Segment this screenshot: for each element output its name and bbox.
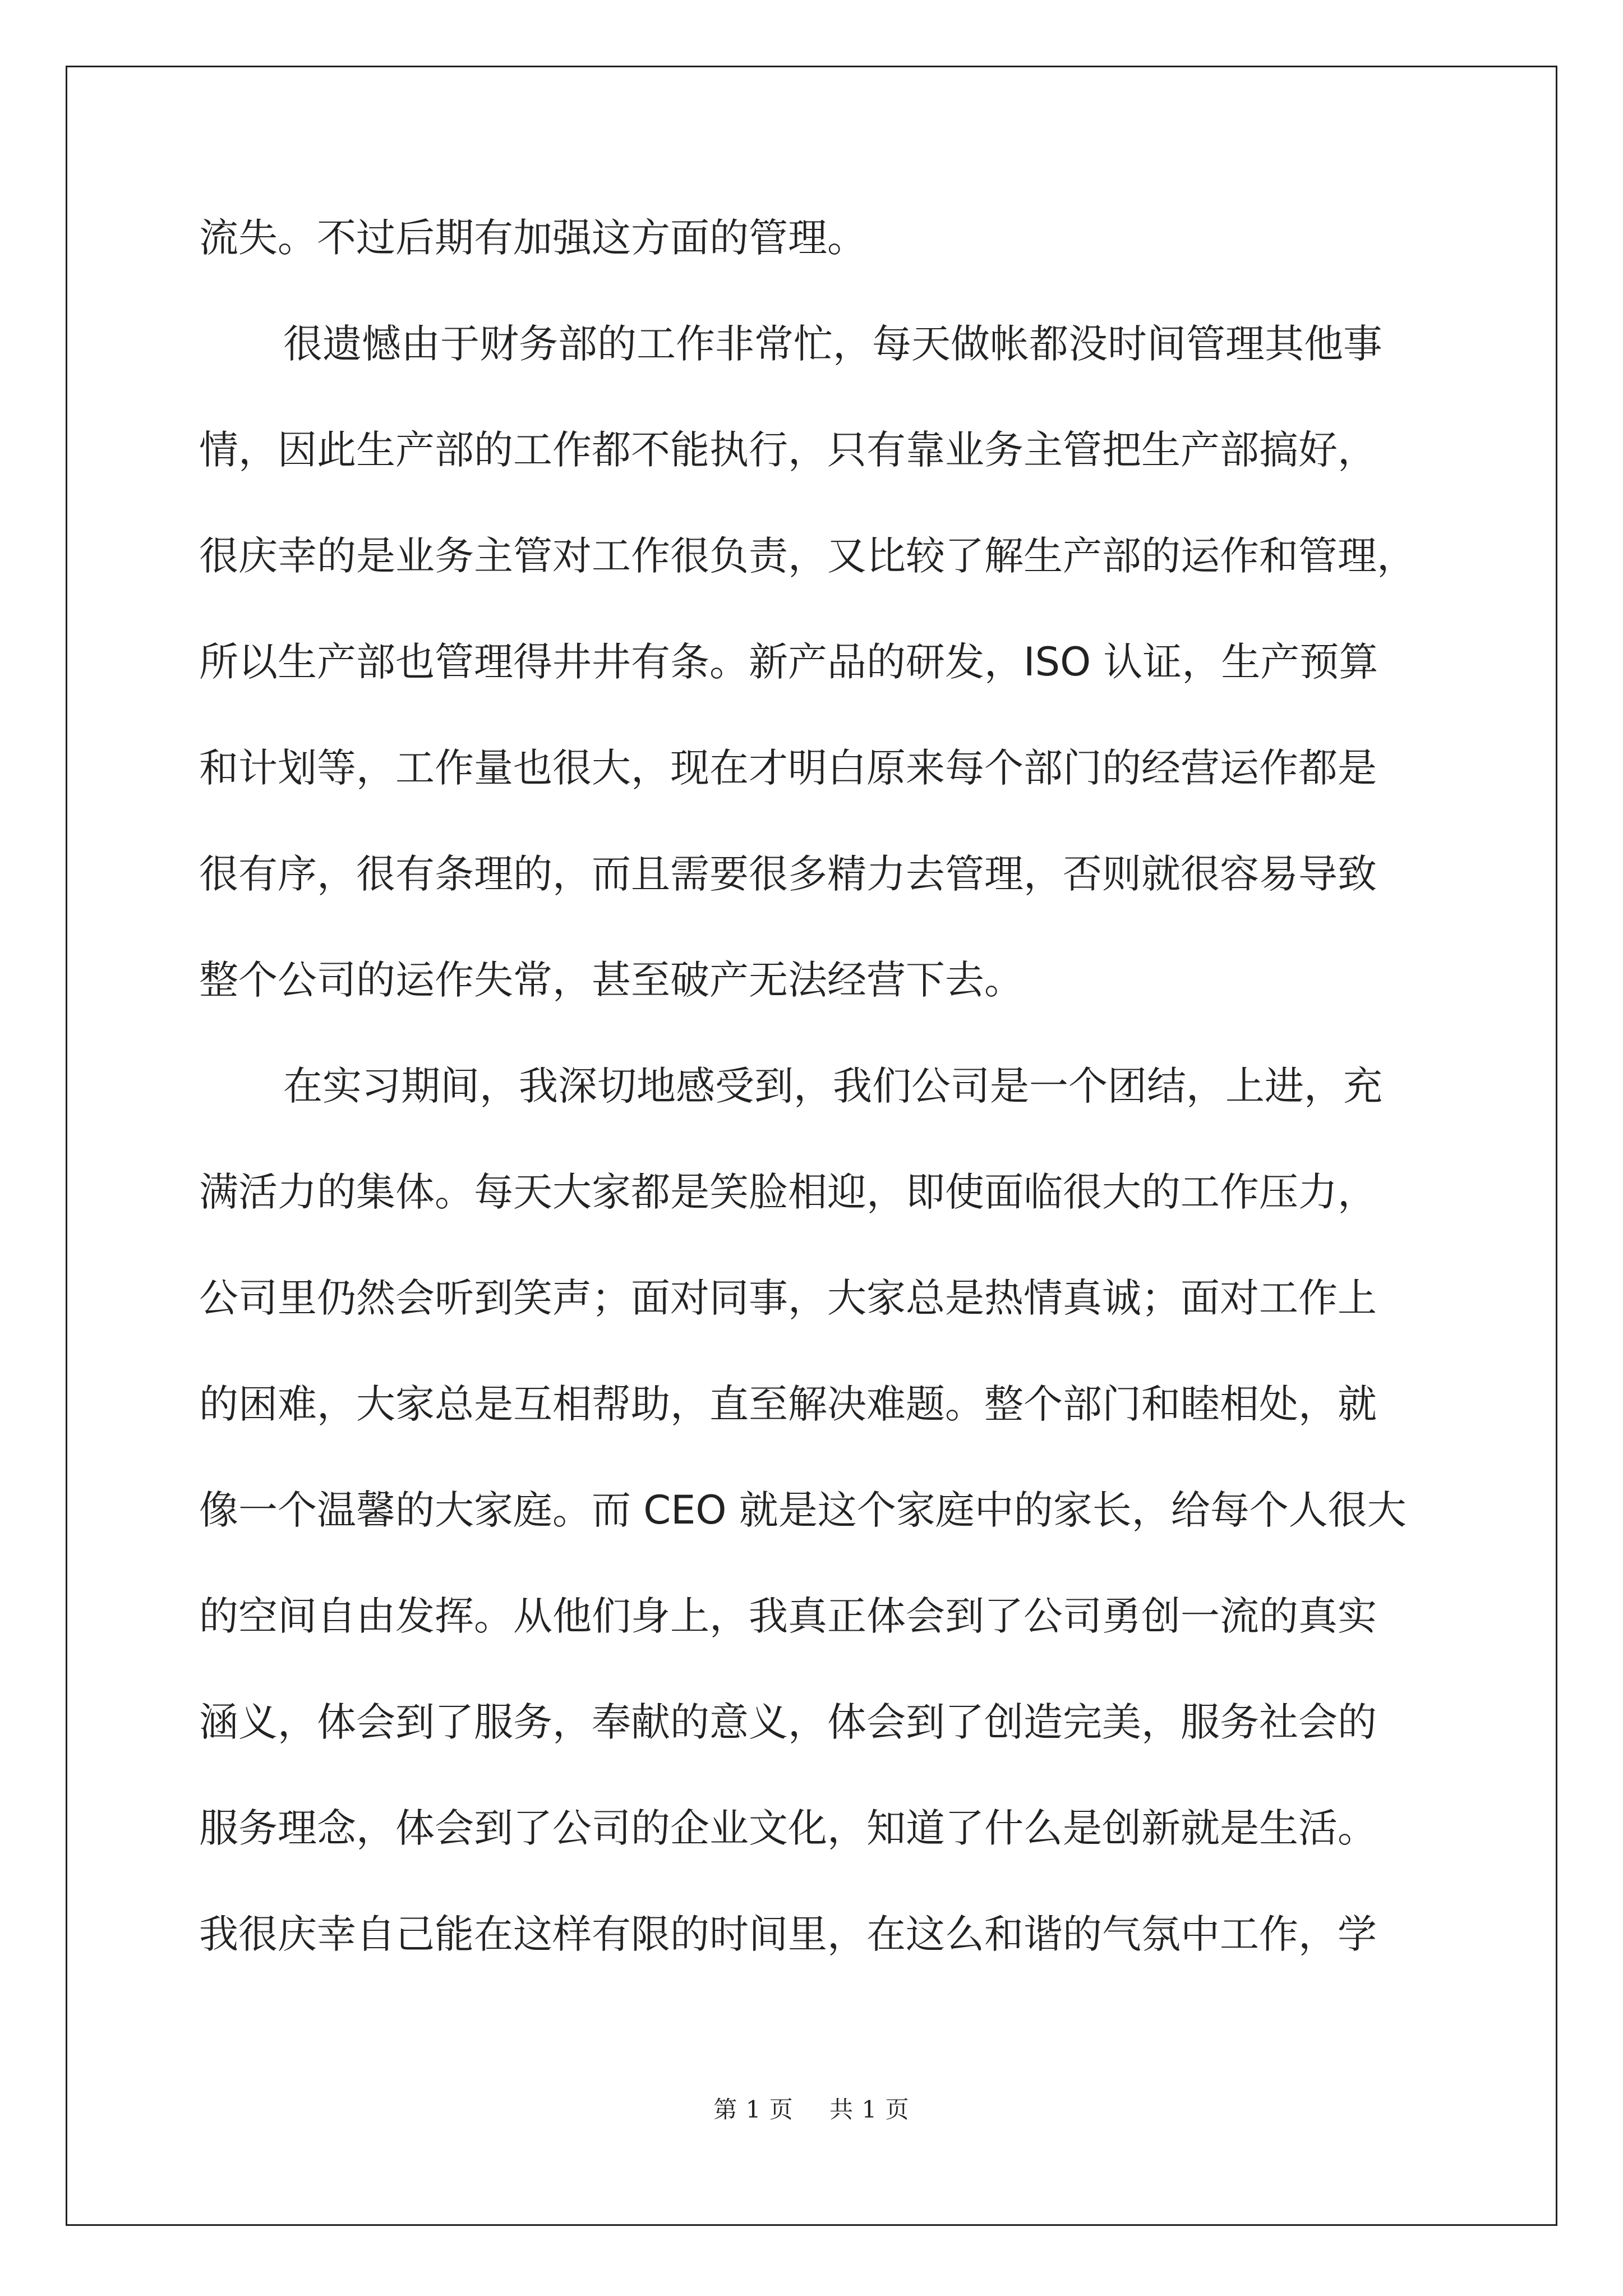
text-line: 我很庆幸自己能在这样有限的时间里，在这么和谐的气氛中工作，学 <box>199 1911 1377 1957</box>
document-body <box>199 185 1483 1987</box>
text-line: 满活力的集体。每天大家都是笑脸相迎，即使面临很大的工作压力， <box>199 1169 1377 1215</box>
text-line: 很有序，很有条理的，而且需要很多精力去管理，否则就很容易导致 <box>199 851 1377 897</box>
text-line: 涵义，体会到了服务，奉献的意义，体会到了创造完美，服务社会的 <box>199 1699 1377 1745</box>
page-number: 第 1 页 <box>713 2096 794 2123</box>
paragraph-start-line: 很遗憾由于财务部的工作非常忙，每天做帐都没时间管理其他事 <box>283 321 1382 367</box>
text-line: 流失。不过后期有加强这方面的管理。 <box>199 215 866 261</box>
text-line: 服务理念，体会到了公司的企业文化，知道了什么是创新就是生活。 <box>199 1805 1377 1851</box>
text-line: 像一个温馨的大家庭。而 CEO 就是这个家庭中的家长，给每个人很大 <box>199 1487 1407 1533</box>
text-line: 公司里仍然会听到笑声；面对同事，大家总是热情真诚；面对工作上 <box>199 1275 1377 1321</box>
paragraph-start-line: 在实习期间，我深切地感受到，我们公司是一个团结，上进，充 <box>283 1063 1382 1109</box>
text-line: 所以生产部也管理得井井有条。新产品的研发，ISO 认证，生产预算 <box>199 639 1378 685</box>
text-line: 很庆幸的是业务主管对工作很负责，又比较了解生产部的运作和管理， <box>199 533 1416 579</box>
text-line: 情，因此生产部的工作都不能执行，只有靠业务主管把生产部搞好， <box>199 427 1377 473</box>
page-total: 共 1 页 <box>829 2096 910 2123</box>
text-line: 的困难，大家总是互相帮助，直至解决难题。整个部门和睦相处，就 <box>199 1381 1377 1427</box>
page-footer <box>0 2091 1623 2125</box>
text-line: 和计划等，工作量也很大，现在才明白原来每个部门的经营运作都是 <box>199 745 1377 791</box>
text-line: 的空间自由发挥。从他们身上，我真正体会到了公司勇创一流的真实 <box>199 1593 1377 1639</box>
text-line: 整个公司的运作失常，甚至破产无法经营下去。 <box>199 957 1023 1003</box>
